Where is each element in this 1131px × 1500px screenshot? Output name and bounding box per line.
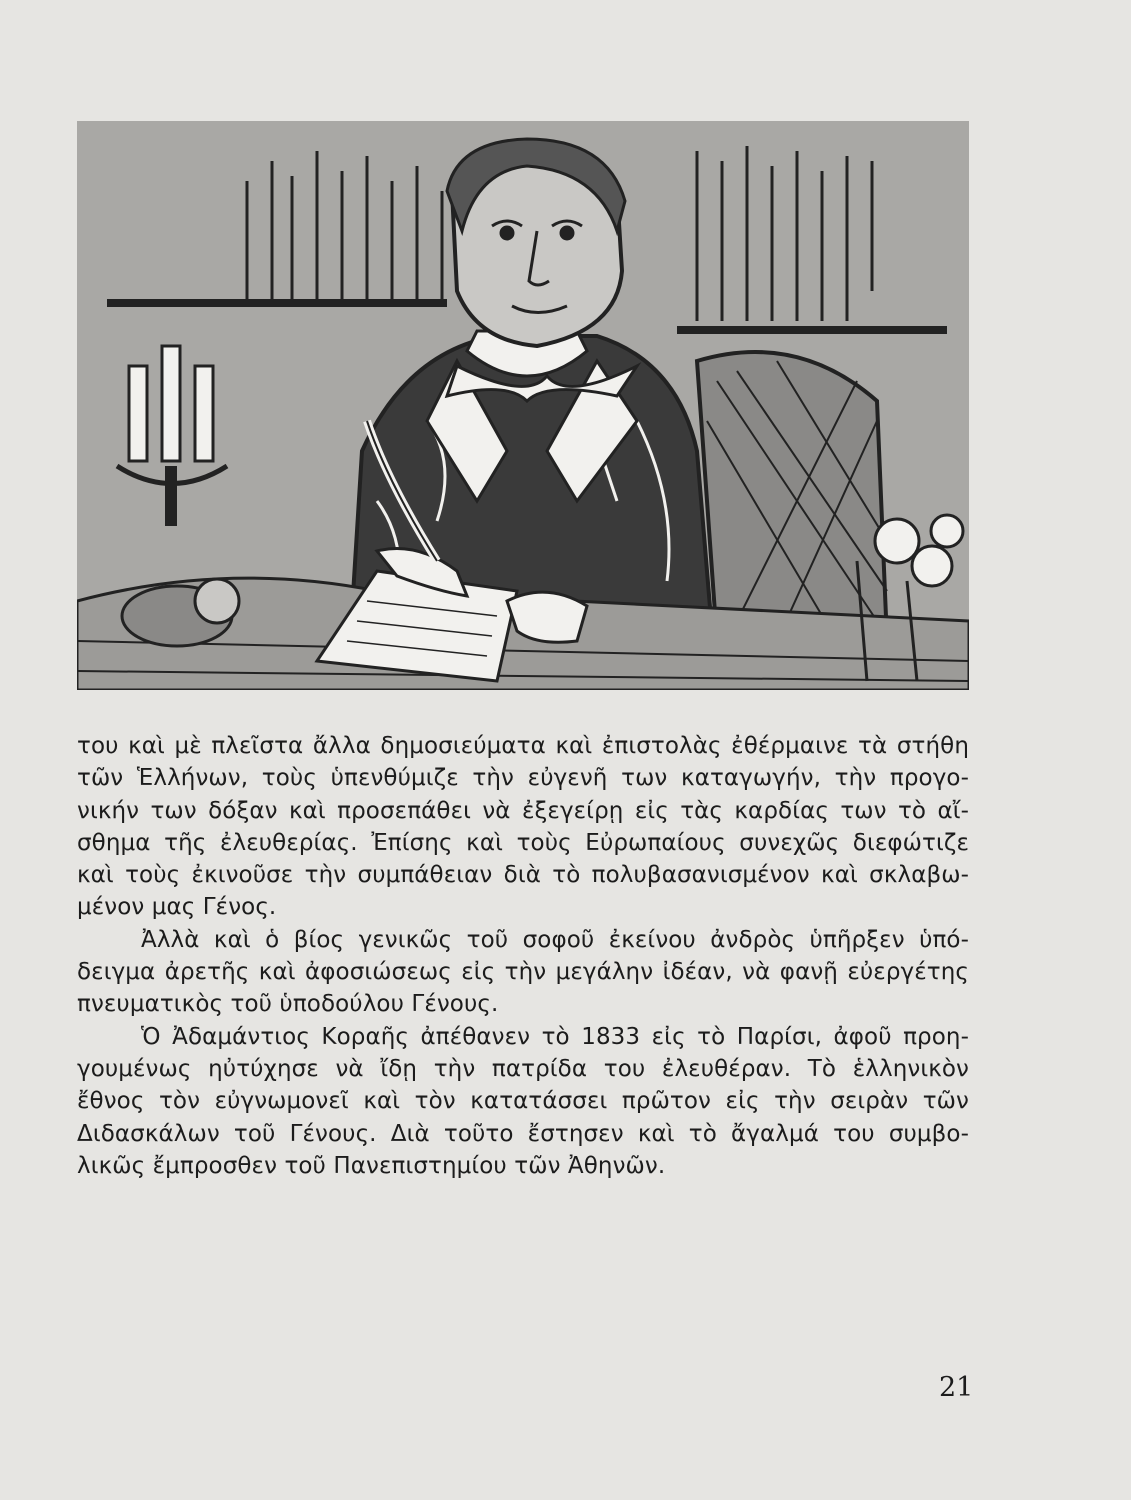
text-line: ἔθνος τὸν εὐγνωμονεῖ καὶ τὸν κατατάσσει πρῶτον εἰς τὴν σειρὰν τῶν [77,1088,969,1115]
paragraph-1 [77,730,969,924]
text-line: νικήν των δόξαν καὶ προσεπάθει νὰ ἐξεγείρῃ εἰς τὰς καρδίας των τὸ αἴ- [77,797,969,824]
paragraph-3 [77,1021,969,1182]
portrait-engraving [77,121,969,690]
portrait-illustration [77,121,969,690]
text-line: λικῶς ἔμπροσθεν τοῦ Πανεπιστημίου τῶν Ἀθηνῶν. [77,1152,666,1179]
paragraph-2 [77,924,969,1021]
text-line: Ὁ Ἀδαμάντιος Κοραῆς ἀπέθανεν τὸ 1833 εἰς τὸ Παρίσι, ἀφοῦ προη- [141,1023,969,1050]
page-number: 21 [939,1372,974,1403]
text-line: Διδασκάλων τοῦ Γένους. Διὰ τοῦτο ἔστησεν καὶ τὸ ἄγαλμά του συμβο- [77,1120,969,1147]
text-line: σθημα τῆς ἐλευθερίας. Ἐπίσης καὶ τοὺς Εὐρωπαίους συνεχῶς διεφώτιζε [77,829,969,856]
body-text [77,730,969,1182]
text-line: του καὶ μὲ πλεῖστα ἄλλα δημοσιεύματα καὶ ἐπιστολὰς ἐθέρμαινε τὰ στήθη [77,733,969,759]
text-line: μένον μας Γένος. [77,894,277,921]
text-line: Ἀλλὰ καὶ ὁ βίος γενικῶς τοῦ σοφοῦ ἐκείνου ἀνδρὸς ὑπῆρξεν ὑπό- [141,926,969,953]
text-line: πνευματικὸς τοῦ ὑποδούλου Γένους. [77,991,499,1018]
text-line: καὶ τοὺς ἐκινοῦσε τὴν συμπάθειαν διὰ τὸ πολυβασανισμένον καὶ σκλαβω- [77,862,969,889]
text-line: τῶν Ἑλλήνων, τοὺς ὑπενθύμιζε τὴν εὐγενῆ των καταγωγήν, τὴν προγο- [77,765,969,792]
text-line: δειγμα ἀρετῆς καὶ ἀφοσιώσεως εἰς τὴν μεγάλην ἰδέαν, νὰ φανῇ εὐεργέτης [77,959,969,986]
text-line: γουμένως ηὐτύχησε νὰ ἴδῃ τὴν πατρίδα του ἐλευθέραν. Τὸ ἑλληνικὸν [77,1055,969,1082]
